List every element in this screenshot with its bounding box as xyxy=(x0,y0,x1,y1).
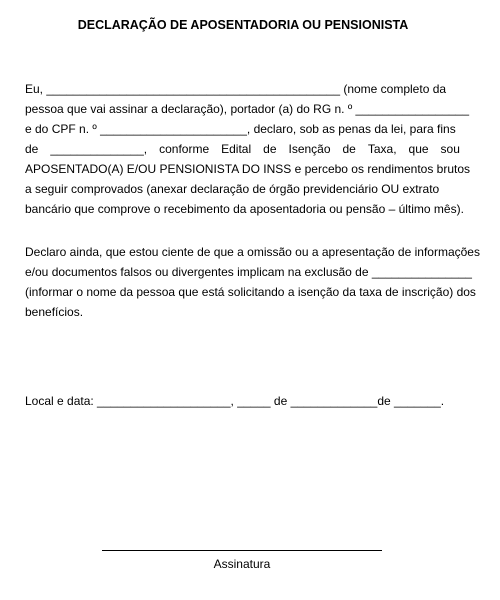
line-text: Eu, ____________________________________________ (nome completo da xyxy=(25,82,447,96)
paragraph-line: benefícios. xyxy=(25,305,84,319)
line-text: e do CPF n. º ______________________, declaro, sob as penas da lei, para fins xyxy=(25,122,456,136)
paragraph-line: a seguir comprovados (anexar declaração de órgão previdenciário OU extrato xyxy=(25,182,440,196)
justified-word: Edital xyxy=(221,142,252,156)
justified-word: Isenção xyxy=(288,142,331,156)
justified-word: de xyxy=(342,142,356,156)
signature-line xyxy=(102,550,382,551)
paragraph-awareness xyxy=(25,242,480,322)
justified-word: de xyxy=(263,142,277,156)
line-text: pessoa que vai assinar a declaração), portador (a) do RG n. º _________________ xyxy=(25,102,470,116)
paragraph-identification xyxy=(25,79,471,219)
document-title: DECLARAÇÃO DE APOSENTADORIA OU PENSIONISTA xyxy=(77,18,409,32)
local-and-date: Local e data: ____________________, _____ de _____________de _______. xyxy=(25,394,445,408)
paragraph-line: Declaro ainda, que estou ciente de que a omissão ou a apresentação de informações xyxy=(25,245,480,259)
signature-label: Assinatura xyxy=(213,557,271,571)
justified-word: de xyxy=(25,142,39,156)
justified-word: Taxa, xyxy=(367,142,397,156)
paragraph-line: APOSENTADO(A) E/OU PENSIONISTA DO INSS e percebo os rendimentos brutos xyxy=(25,162,471,176)
paragraph-line xyxy=(25,79,460,99)
paragraph-line: (informar o nome da pessoa que está solicitando a isenção da taxa de inscrição) dos xyxy=(25,285,476,299)
justified-word: ______________, xyxy=(50,142,148,156)
justified-word: que xyxy=(408,142,429,156)
paragraph-line: bancário que comprove o recebimento da aposentadoria ou pensão – último mês). xyxy=(25,202,464,216)
justified-word: conforme xyxy=(159,142,210,156)
paragraph-line xyxy=(25,99,470,119)
justified-word: sou xyxy=(440,142,460,156)
paragraph-line: e/ou documentos falsos ou divergentes implicam na exclusão de _______________ xyxy=(25,265,472,279)
paragraph-line xyxy=(25,119,460,139)
paragraph-line-justified xyxy=(25,139,460,159)
